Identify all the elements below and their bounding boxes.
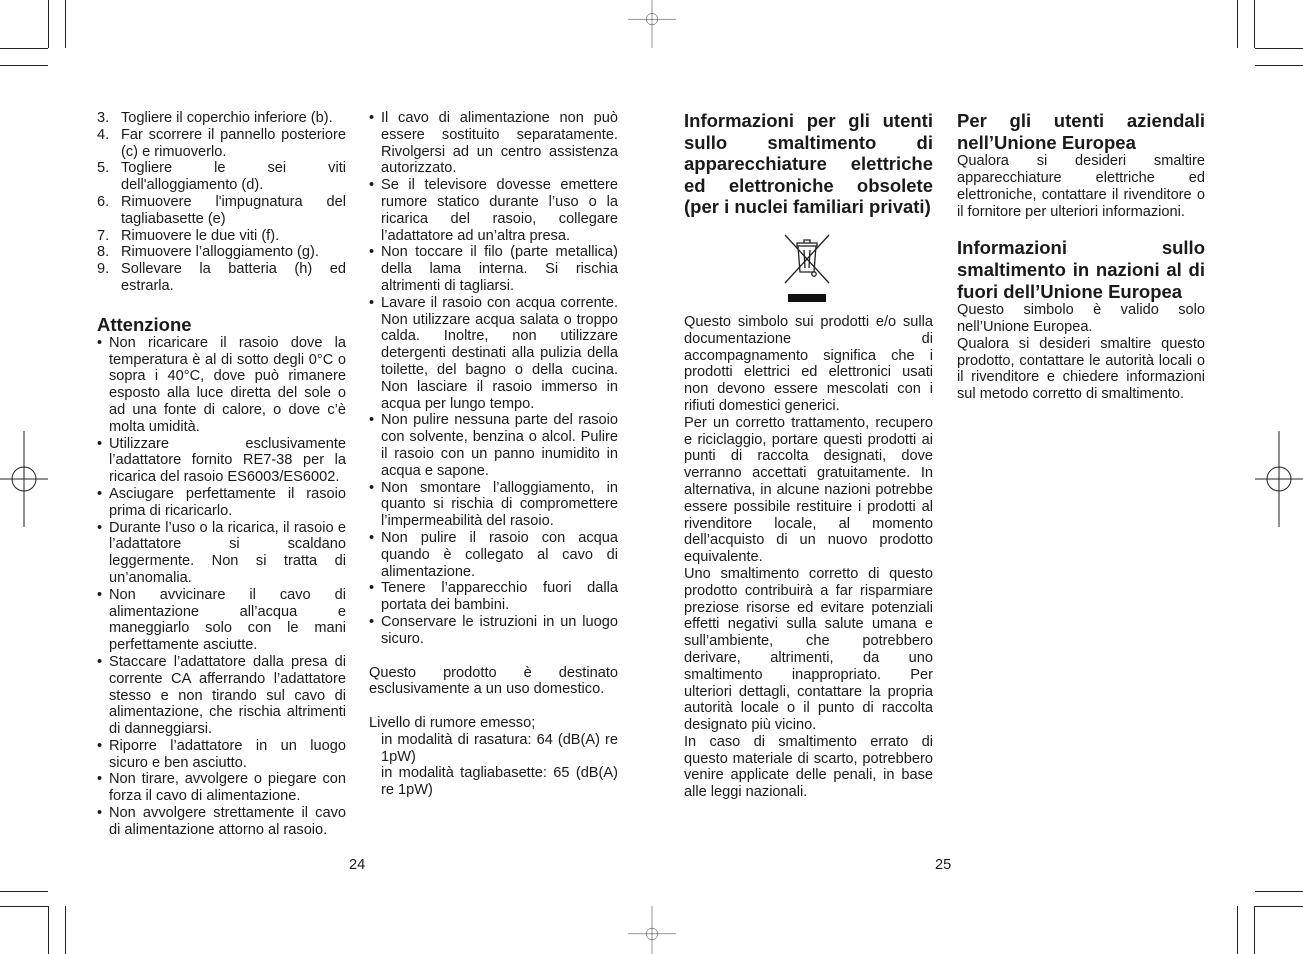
- crop-mark: [1255, 65, 1303, 66]
- private-paragraph: Uno smaltimento corretto di questo prodotto contribuirà a far risparmiare preziose risorse ed evitare potenziali effetti negativi sulla salute umana e sull’ambiente, che potrebbero derivare, altrimenti, da uno smaltimento inappropriato. Per ulteriori dettagli, contattare la propria autorità locale o il punto di raccolta designato più vicino.: [684, 565, 933, 734]
- bullet-icon: •: [97, 771, 103, 788]
- bullet-item: • Durante l’uso o la ricarica, il rasoio e l’adattatore si scaldano leggermente. Non si tratta di un’anomalia.: [97, 519, 346, 586]
- bullet-item: • Lavare il rasoio con acqua corrente. Non utilizzare acqua salata o troppo calda. Inoltre, non utilizzare detergenti destinati alla pulizia della toilette, del bagno o della cucina. Non lasciare il rasoio immerso in acqua per lungo tempo.: [369, 294, 618, 412]
- crop-mark: [1237, 0, 1238, 48]
- attention-list-continued: [369, 110, 618, 648]
- private-paragraph: Per un corretto trattamento, recupero e riciclaggio, portare questi prodotti ai punti di raccolta designati, dove verranno accettati gratuitamente. In alternativa, in alcune nazioni potrebbe essere possibile restituire i prodotti al rivenditore locale, al momento dell’acquisto di un nuovo prodotto equivalente.: [684, 414, 933, 566]
- registration-mark-icon: [604, 906, 700, 954]
- bullet-icon: •: [369, 412, 375, 429]
- registration-mark-icon: [1255, 431, 1303, 527]
- crop-mark: [1255, 906, 1303, 907]
- crop-mark: [0, 48, 48, 49]
- left-page-column-2: [369, 110, 618, 799]
- bullet-item: • Staccare l’adattatore dalla presa di corrente CA afferrando l’adattatore stesso e non tirando sul cavo di alimentazione, che rischia altrimenti di danneggiarsi.: [97, 653, 346, 738]
- bullet-icon: •: [97, 737, 103, 754]
- bullet-icon: •: [369, 294, 375, 311]
- weee-underline-bar: [788, 294, 826, 302]
- business-users-text: Qualora si desideri smaltire apparecchiature elettriche ed elettroniche, contattare il rivenditore o il fornitore per ulteriori informazioni.: [957, 153, 1205, 220]
- crop-mark: [48, 0, 49, 48]
- crop-mark: [0, 906, 48, 907]
- disassembly-steps: [97, 110, 346, 295]
- noise-shaving-value: in modalità di rasatura: 64 (dB(A) re 1pW): [381, 731, 618, 765]
- crop-mark: [1255, 891, 1303, 892]
- bullet-item: • Non tirare, avvolgere o piegare con forza il cavo di alimentazione.: [97, 771, 346, 805]
- page-number-right: 25: [935, 857, 952, 873]
- crop-mark: [65, 0, 66, 48]
- bullet-item: • Non toccare il filo (parte metallica) della lama interna. Si rischia altrimenti di tagliarsi.: [369, 244, 618, 294]
- crop-mark: [0, 65, 48, 66]
- weee-symbol: [684, 218, 933, 314]
- crop-mark: [1255, 48, 1303, 49]
- crop-mark: [1254, 906, 1255, 954]
- attention-list: [97, 335, 346, 839]
- bullet-item: • Non pulire il rasoio con acqua quando è collegato al cavo di alimentazione.: [369, 529, 618, 580]
- bullet-item: • Asciugare perfettamente il rasoio prima di ricaricarlo.: [97, 485, 346, 519]
- private-paragraph: In caso di smaltimento errato di questo materiale di scarto, potrebbero venire applicate delle penali, in base alle leggi nazionali.: [684, 733, 933, 801]
- bullet-icon: •: [97, 586, 103, 603]
- bullet-icon: •: [97, 519, 103, 536]
- right-page-column-2: [957, 110, 1205, 403]
- step-item: 5. Togliere le sei viti dell'alloggiamento (d).: [97, 160, 346, 194]
- attention-heading: Attenzione: [97, 313, 192, 335]
- registration-mark-icon: [0, 431, 48, 527]
- crop-mark: [65, 906, 66, 954]
- bullet-item: • Non pulire nessuna parte del rasoio con solvente, benzina o alcol. Pulire il rasoio con un panno inumidito in acqua e sapone.: [369, 412, 618, 479]
- page-number-left: 24: [349, 857, 366, 873]
- crossed-out-wheelie-bin-icon: [782, 232, 832, 286]
- bullet-icon: •: [97, 485, 103, 502]
- noise-trimmer-value: in modalità tagliabasette: 65 (dB(A) re 1pW): [381, 765, 618, 799]
- bullet-icon: •: [369, 177, 375, 194]
- step-item: 9. Sollevare la batteria (h) ed estrarla.: [97, 261, 346, 294]
- bullet-item: • Tenere l’apparecchio fuori dalla portata dei bambini.: [369, 580, 618, 614]
- private-paragraph: Questo simbolo sui prodotti e/o sulla documentazione di accompagnamento significa che i prodotti elettrici ed elettronici usati non devono essere mescolati con i rifiuti domestici generici.: [684, 313, 933, 414]
- private-disposal-heading: Informazioni per gli utenti sullo smaltimento di apparecchiature elettriche ed elettroniche obsolete (per i nuclei familiari privati): [684, 110, 933, 218]
- business-users-heading: Per gli utenti aziendali nell’Unione Europea: [957, 110, 1205, 153]
- crop-mark: [1237, 906, 1238, 954]
- crop-mark: [1254, 0, 1255, 48]
- bullet-item: • Conservare le istruzioni in un luogo sicuro.: [369, 613, 618, 647]
- bullet-icon: •: [97, 435, 103, 452]
- bullet-item: • Se il televisore dovesse emettere rumore statico durante l’uso o la ricarica del rasoio, collegare l’adattatore ad un’altra presa.: [369, 177, 618, 244]
- step-item: 4. Far scorrere il pannello posteriore (c) e rimuoverlo.: [97, 126, 346, 160]
- bullet-icon: •: [369, 244, 375, 261]
- bullet-item: • Non ricaricare il rasoio dove la temperatura è al di sotto degli 0°C o sopra i 40°C, dove può rimanere esposto alla luce diretta del sole o ad una fonte di calore, o dove c’è molta umidità.: [97, 334, 346, 435]
- domestic-use-note: Questo prodotto è destinato esclusivamente a un uso domestico.: [369, 664, 618, 698]
- bullet-icon: •: [369, 613, 375, 630]
- bullet-item: • Il cavo di alimentazione non può essere sostituito separatamente. Rivolgersi ad un centro assistenza autorizzato.: [369, 110, 618, 177]
- outside-eu-paragraph: Questo simbolo è valido solo nell’Unione Europea.: [957, 302, 1205, 335]
- bullet-item: • Non avvicinare il cavo di alimentazione all’acqua e maneggiarlo solo con le mani perfettamente asciutte.: [97, 586, 346, 654]
- bullet-icon: •: [369, 580, 375, 597]
- bullet-icon: •: [369, 110, 375, 126]
- bullet-icon: •: [369, 479, 375, 496]
- registration-mark-icon: [604, 0, 700, 48]
- step-item: 3. Togliere il coperchio inferiore (b).: [97, 110, 333, 126]
- crop-mark: [0, 891, 48, 892]
- bullet-item: • Non smontare l’alloggiamento, in quanto si rischia di compromettere l’impermeabilità del rasoio.: [369, 479, 618, 530]
- bullet-icon: •: [97, 334, 103, 351]
- outside-eu-paragraph: Qualora si desideri smaltire questo prodotto, contattare le autorità locali o il rivenditore e chiedere informazioni sul metodo corretto di smaltimento.: [957, 335, 1205, 403]
- bullet-icon: •: [369, 529, 375, 546]
- left-page-column-1: [97, 110, 346, 839]
- step-item: 8. Rimuovere l’alloggiamento (g).: [97, 244, 319, 261]
- step-item: 6. Rimuovere l'impugnatura del tagliabasette (e): [97, 193, 346, 227]
- crop-mark: [48, 906, 49, 954]
- outside-eu-heading: Informazioni sullo smaltimento in nazioni al di fuori dell’Unione Europea: [957, 237, 1205, 302]
- bullet-item: • Riporre l’adattatore in un luogo sicuro e ben asciutto.: [97, 737, 346, 771]
- bullet-item: • Non avvolgere strettamente il cavo di alimentazione attorno al rasoio.: [97, 805, 346, 838]
- bullet-icon: •: [97, 653, 103, 670]
- step-item: 7. Rimuovere le due viti (f).: [97, 227, 280, 244]
- bullet-icon: •: [97, 805, 103, 822]
- bullet-item: • Utilizzare esclusivamente l’adattatore fornito RE7-38 per la ricarica del rasoio ES6003/ES6002.: [97, 435, 346, 486]
- noise-label: Livello di rumore emesso;: [369, 715, 536, 732]
- right-page-column-1: [684, 110, 933, 801]
